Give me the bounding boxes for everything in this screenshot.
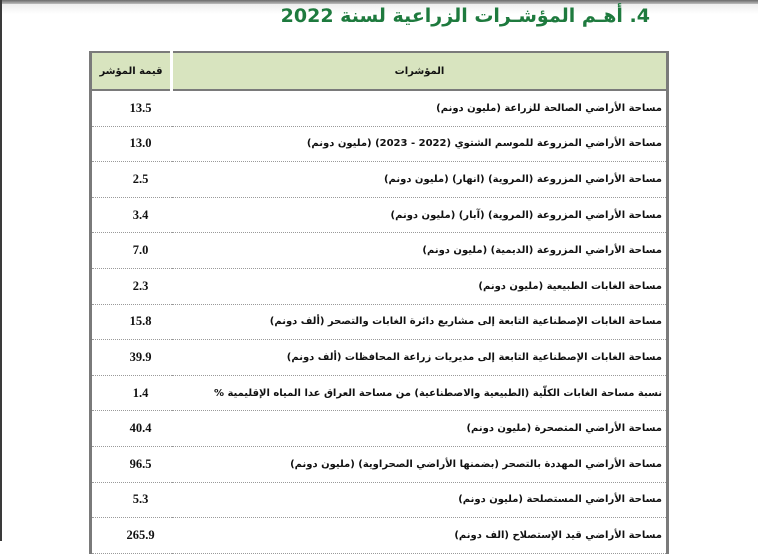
- header-indicators: المؤشرات: [172, 52, 668, 90]
- indicator-value: 2.3: [132, 278, 149, 293]
- indicator-label: مساحة الغابات الإصطناعية التابعة إلى مشاريع دائرة الغابات والتصحر (ألف دونم): [172, 304, 668, 340]
- indicator-value: 39.9: [129, 349, 152, 364]
- table-row: [91, 162, 668, 198]
- indicator-value-cell: [91, 268, 172, 304]
- table-row: [91, 518, 668, 554]
- indicator-value: 13.5: [129, 100, 152, 115]
- table-row: [91, 340, 668, 376]
- table-row: [91, 375, 668, 411]
- indicators-table: [89, 51, 669, 554]
- indicator-value-cell: [91, 233, 172, 269]
- indicator-label: مساحة الأراضي المتصحرة (مليون دونم): [172, 411, 668, 447]
- page-left-border: [0, 0, 2, 541]
- indicator-label: مساحة الأراضي الصالحة للزراعة (مليون دونم): [172, 90, 668, 126]
- indicator-value-cell: [91, 411, 172, 447]
- table-row: [91, 126, 668, 162]
- indicator-value: 40.4: [129, 421, 152, 436]
- table-row: [91, 268, 668, 304]
- indicator-label: مساحة الغابات الطبيعية (مليون دونم): [172, 268, 668, 304]
- header-indicator-value: قيمة المؤشر: [91, 52, 172, 90]
- table-row: [91, 233, 668, 269]
- indicator-value: 3.4: [132, 207, 149, 222]
- indicator-value-cell: [91, 482, 172, 518]
- indicator-label: مساحة الأراضي المهددة بالتصحر (بضمنها الأراضي الصحراوية) (مليون دونم): [172, 446, 668, 482]
- indicator-label: مساحة الغابات الإصطناعية التابعة إلى مديريات زراعة المحافظات (ألف دونم): [172, 340, 668, 376]
- section-title: 4. أهـم المؤشـرات الزراعية لسنة 2022: [280, 5, 650, 27]
- table-row: [91, 482, 668, 518]
- table-row: [91, 90, 668, 126]
- table-row: [91, 304, 668, 340]
- indicator-value-cell: [91, 518, 172, 554]
- indicator-label: نسبة مساحة الغابات الكلّية (الطبيعية والاصطناعية) من مساحة العراق عدا المياه الإقليمية %: [172, 375, 668, 411]
- indicator-label: مساحة الأراضي المستصلحة (مليون دونم): [172, 482, 668, 518]
- table-row: [91, 446, 668, 482]
- indicator-label: مساحة الأراضي المزروعة للموسم الشتوي (2022 - 2023) (مليون دونم): [172, 126, 668, 162]
- table-row: [91, 197, 668, 233]
- indicator-label: مساحة الأراضي قيد الإستصلاح (الف دونم): [172, 518, 668, 554]
- indicator-value: 15.8: [129, 314, 152, 329]
- indicator-value-cell: [91, 340, 172, 376]
- indicator-value-cell: [91, 126, 172, 162]
- table-header-row: [91, 52, 668, 90]
- indicators-table-container: [89, 51, 669, 554]
- indicator-label: مساحة الأراضي المزروعة (الديمية) (مليون دونم): [172, 233, 668, 269]
- indicator-label: مساحة الأراضي المزروعة (المروية) (انهار) (مليون دونم): [172, 162, 668, 198]
- indicator-value-cell: [91, 446, 172, 482]
- indicator-value: 96.5: [129, 456, 152, 471]
- indicator-value-cell: [91, 197, 172, 233]
- indicator-value: 5.3: [132, 492, 149, 507]
- table-row: [91, 411, 668, 447]
- indicator-value: 7.0: [132, 243, 149, 258]
- indicator-value-cell: [91, 304, 172, 340]
- indicator-value: 265.9: [126, 527, 155, 542]
- indicator-value: 13.0: [129, 136, 152, 151]
- indicator-value: 1.4: [132, 385, 149, 400]
- indicator-value-cell: [91, 375, 172, 411]
- indicator-value: 2.5: [132, 171, 149, 186]
- indicator-value-cell: [91, 162, 172, 198]
- indicator-label: مساحة الأراضي المزروعة (المروية) (آبار) (مليون دونم): [172, 197, 668, 233]
- indicator-value-cell: [91, 90, 172, 126]
